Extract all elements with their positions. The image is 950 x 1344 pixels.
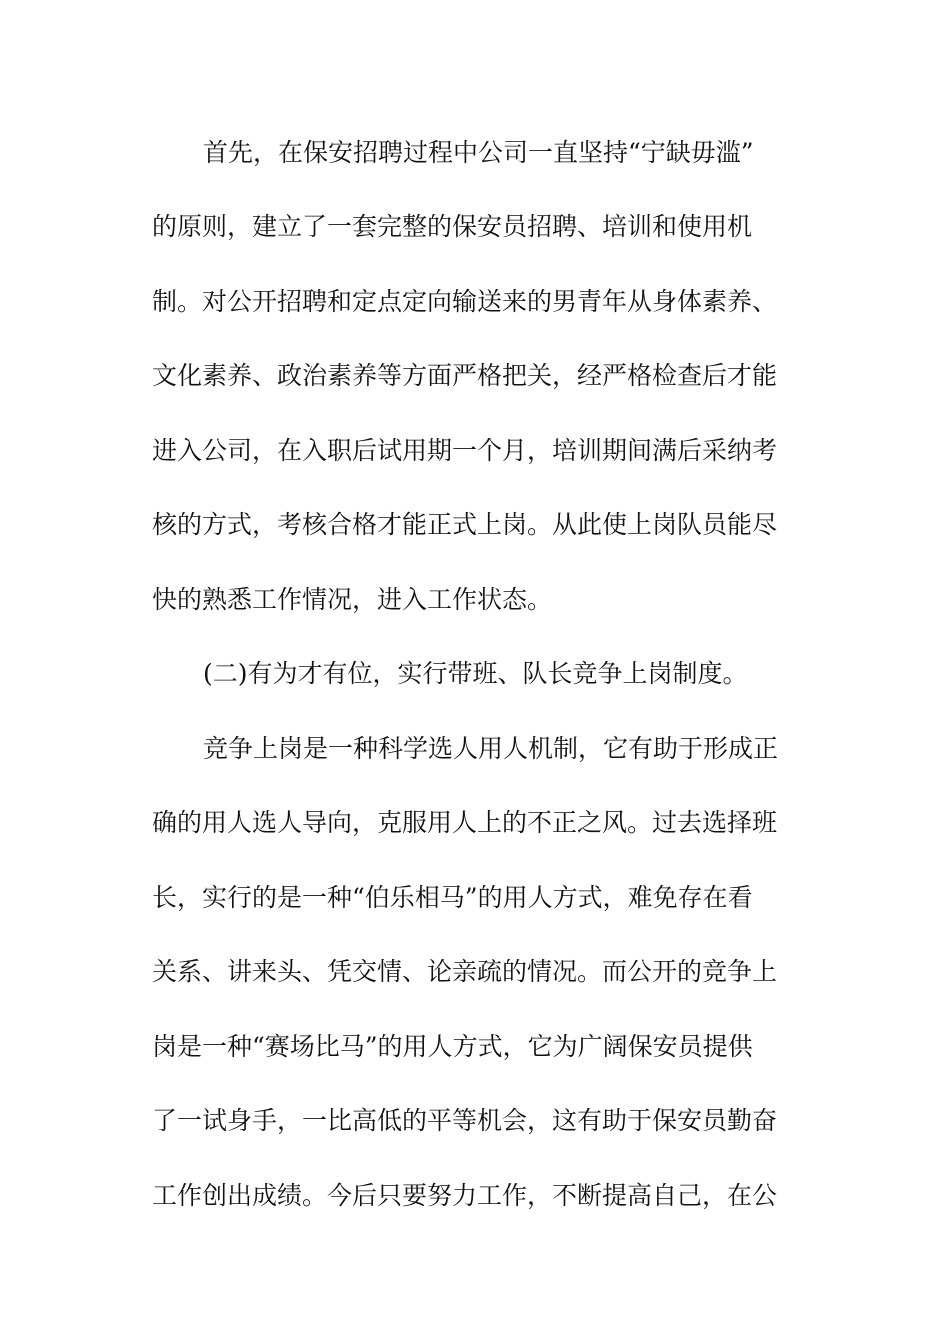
- paragraph-2-line-1: 竞争上岗是一种科学选人用人机制，它有助于形成正: [203, 734, 779, 763]
- paragraph-2-line-3: 长，实行的是一种“伯乐相马”的用人方式，难免存在看: [152, 883, 753, 912]
- paragraph-1-line-5: 进入公司，在入职后试用期一个月，培训期间满后采纳考: [152, 436, 778, 465]
- paragraph-1-line-6: 核的方式，考核合格才能正式上岗。从此使上岗队员能尽: [152, 510, 778, 539]
- paragraph-1-line-7: 快的熟悉工作情况，进入工作状态。: [152, 585, 553, 614]
- paragraph-1-line-4: 文化素养、政治素养等方面严格把关，经严格检查后才能: [152, 361, 778, 390]
- paragraph-1-line-3: 制。对公开招聘和定点定向输送来的男青年从身体素养、: [152, 287, 778, 316]
- section-heading: (二)有为才有位，实行带班、队长竞争上岗制度。: [203, 659, 748, 688]
- paragraph-2-line-4: 关系、讲来头、凭交情、论亲疏的情况。而公开的竞争上: [152, 957, 778, 986]
- paragraph-2-line-6: 了一试身手，一比高低的平等机会，这有助于保安员勤奋: [152, 1106, 778, 1135]
- paragraph-2-line-5: 岗是一种“赛场比马”的用人方式，它为广阔保安员提供: [152, 1032, 753, 1061]
- paragraph-1-line-2: 的原则，建立了一套完整的保安员招聘、培训和使用机: [152, 212, 753, 241]
- paragraph-2-line-2: 确的用人选人导向，克服用人上的不正之风。过去选择班: [152, 808, 778, 837]
- paragraph-1-line-1: 首先，在保安招聘过程中公司一直坚持“宁缺毋滥”: [203, 138, 754, 167]
- paragraph-2-line-7: 工作创出成绩。今后只要努力工作，不断提高自己，在公: [152, 1181, 778, 1210]
